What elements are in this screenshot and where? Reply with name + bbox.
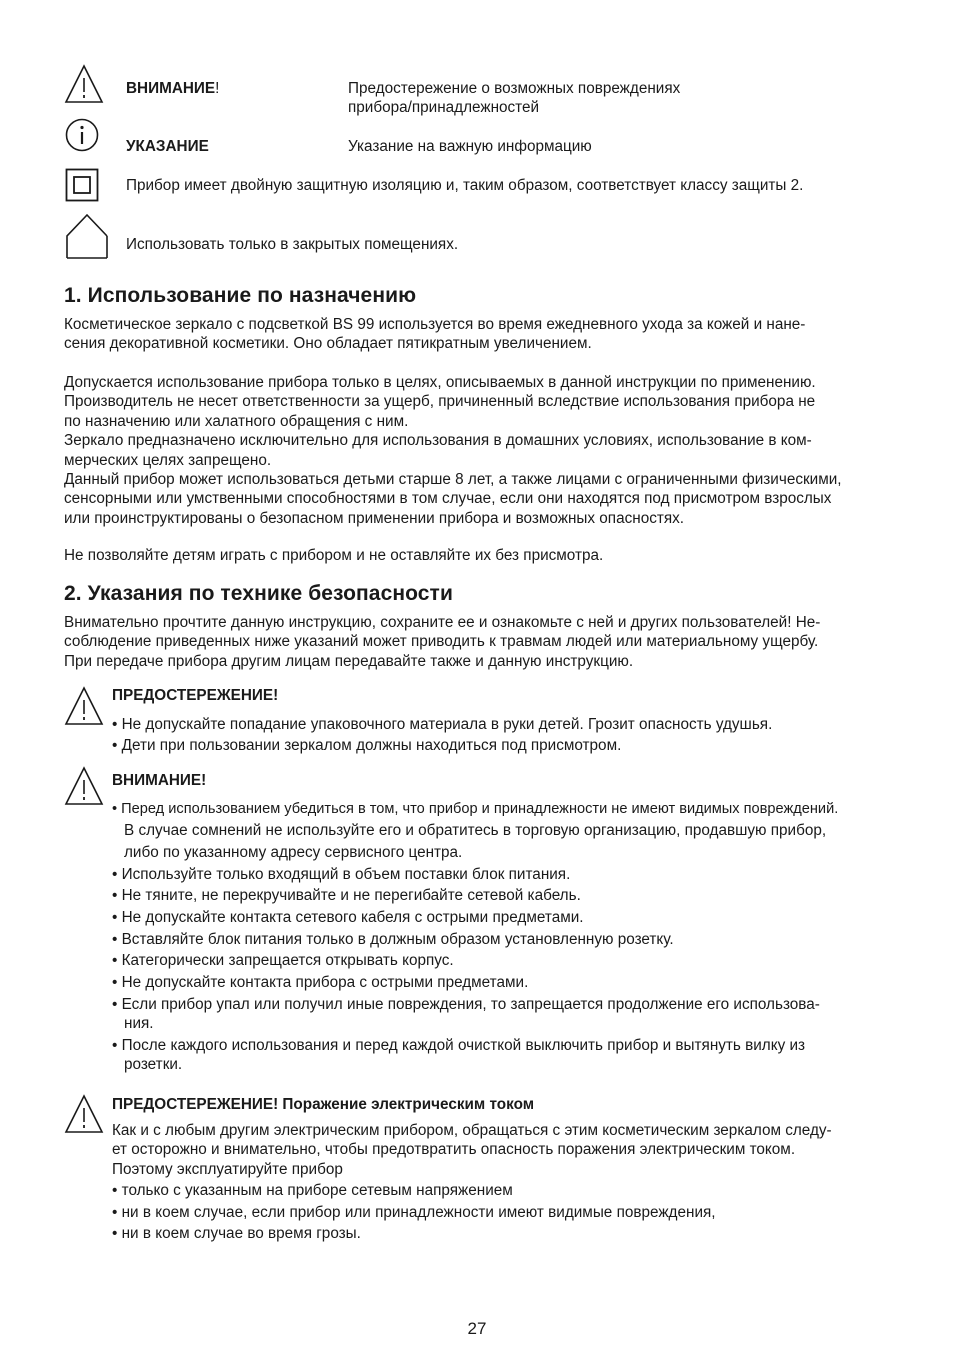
house-icon [64,212,110,260]
list-item: • ни в коем случае во время грозы. [112,1225,361,1243]
list-item: • Вставляйте блок питания только в должным образом установленную розетку. [112,930,674,948]
legend-indoor-text: Использовать только в закрытых помещениях. [126,236,459,253]
legend-warning-label: ВНИМАНИЕ! [126,80,220,97]
legend-warning-text: Предостережение о возможных повреждениях прибора/принадлежностей [348,80,681,117]
list-item: • Используйте только входящий в объем поставки блок питания. [112,865,571,883]
legend-note-text: Указание на важную информацию [348,138,592,155]
block2-title: ВНИМАНИЕ! [112,772,207,789]
warning-triangle-icon [64,766,104,806]
section2-heading: 2. Указания по технике безопасности [64,582,453,605]
info-circle-icon [65,118,99,152]
section1-para2: Допускается использование прибора только в целях, описываемых в данной инструкции по применению. Производитель не несет ответственности за ущерб, причиненный вследствие использования прибора не по назначению или халатного обращения с ним. Зеркало предназначено исключительно для использования в домашних условиях, использование в ком- мерческих целях запрещено. Данный прибор может использоваться детьми старше 8 лет, а также лицами с ограниченными физическими, сенсорными или умственными способностями в том случае, если они находятся под присмотром взрослых или проинструктированы о безопасном применении прибора и возможных опасностях. [64,374,842,527]
section1-heading: 1. Использование по назначению [64,284,417,307]
list-item: • Не тяните, не перекручивайте и не перегибайте сетевой кабель. [112,887,581,905]
page-number: 27 [467,1319,487,1338]
list-item: • Если прибор упал или получил иные повреждения, то запрещается продолжение его использова- ния. [112,995,820,1033]
protection-class-2-icon [65,168,99,202]
section1-para3: Не позволяйте детям играть с прибором и не оставляйте их без присмотра. [64,547,604,564]
section2-intro: Внимательно прочтите данную инструкцию, сохраните ее и ознакомьте с ней и других пользователей! Не- соблюдение приведенных ниже указаний может приводить к травмам людей или материальному ущербу. При передаче прибора другим лицам передавайте также и данную инструкцию. [64,614,821,670]
legend-note-label: УКАЗАНИЕ [126,138,209,155]
list-item: • только с указанным на приборе сетевым напряжением [112,1182,513,1199]
list-item: • Категорически запрещается открывать корпус. [112,952,454,970]
section1-para1: Косметическое зеркало с подсветкой BS 99 используется во время ежедневного ухода за кожей и нане- сения декоративной косметики. Оно обладает пятикратным увеличением. [64,316,806,353]
list-item: • Перед использованием убедиться в том, что прибор и принадлежности не имеют видимых повреждений. В случае сомнений не используйте его и обратитесь в торговую организацию, продавшую прибор, либо по указанному адресу сервисного центра. [112,801,839,861]
block1-title: ПРЕДОСТЕРЕЖЕНИЕ! [112,687,279,704]
block3-list [112,1181,716,1244]
block1-list [112,715,772,756]
warning-triangle-icon [64,1094,104,1134]
block3-text: Как и с любым другим электрическим прибором, обращаться с этим косметическим зеркалом следу- ет осторожно и внимательно, чтобы предотвратить опасность поражения электрическим током. Поэтому эксплуатируйте прибор [112,1122,832,1178]
block2-list [112,800,838,1075]
list-item: • Не допускайте попадание упаковочного материала в руки детей. Грозит опасность удушья. [112,716,773,733]
block3-title: ПРЕДОСТЕРЕЖЕНИЕ! Поражение электрическим током [112,1096,535,1113]
legend-class2-text: Прибор имеет двойную защитную изоляцию и, таким образом, соответствует классу защиты 2. [126,177,804,194]
list-item: • Не допускайте контакта сетевого кабеля с острыми предметами. [112,908,584,926]
list-item: • Дети при пользовании зеркалом должны находиться под присмотром. [112,737,622,755]
list-item: • После каждого использования и перед каждой очисткой выключить прибор и вытянуть вилку из розетки. [112,1036,806,1074]
list-item: • Не допускайте контакта прибора с острыми предметами. [112,974,529,992]
list-item: • ни в коем случае, если прибор или принадлежности имеют видимые повреждения, [112,1203,716,1221]
warning-triangle-icon [64,64,104,104]
warning-triangle-icon [64,686,104,726]
